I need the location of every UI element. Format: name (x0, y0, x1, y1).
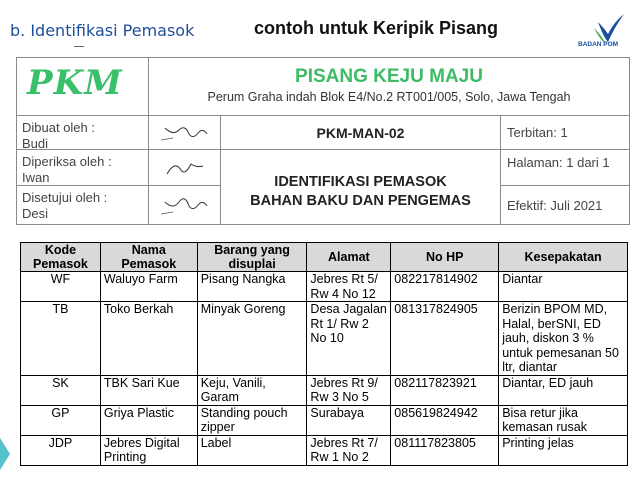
col-header-name: Nama Pemasok (100, 243, 197, 272)
cell-goods: Minyak Goreng (197, 302, 307, 376)
decorative-corner-icon (0, 418, 14, 478)
document-header (16, 57, 630, 225)
cell-address: Surabaya (307, 405, 391, 435)
cell-name: Griya Plastic (100, 405, 197, 435)
doc-title-line-1: IDENTIFIKASI PEMASOK (274, 174, 447, 190)
table-row (21, 375, 628, 405)
table-row (21, 272, 628, 302)
company-cell (149, 58, 629, 116)
cell-name: Jebres Digital Printing (100, 435, 197, 465)
col-header-address: Alamat (307, 243, 391, 272)
cell-phone: 082117823921 (391, 375, 499, 405)
cell-code: TB (21, 302, 101, 376)
cell-agreement: Diantar (499, 272, 628, 302)
signature-cell (149, 150, 221, 186)
supplier-table (20, 242, 628, 466)
signature-icon (149, 150, 221, 186)
cell-goods: Keju, Vanili, Garam (197, 375, 307, 405)
doc-title-cell (221, 150, 501, 224)
cell-name: TBK Sari Kue (100, 375, 197, 405)
cell-address: Jebres Rt 5/ Rw 4 No 12 (307, 272, 391, 302)
company-name: PISANG KEJU MAJU (295, 66, 483, 87)
cell-goods: Standing pouch zipper (197, 405, 307, 435)
cell-phone: 081317824905 (391, 302, 499, 376)
col-header-phone: No HP (391, 243, 499, 272)
made-by-label: Dibuat oleh : (22, 120, 95, 135)
cell-goods: Pisang Nangka (197, 272, 307, 302)
cell-agreement: Printing jelas (499, 435, 628, 465)
approved-by-label: Disetujui oleh : (22, 190, 108, 205)
table-header-row (21, 243, 628, 272)
cell-code: SK (21, 375, 101, 405)
effective-date: Efektif: Juli 2021 (507, 198, 603, 213)
edition: Terbitan: 1 (501, 116, 629, 150)
checked-by-name: Iwan (22, 170, 50, 185)
signature-icon (149, 186, 221, 224)
cell-code: JDP (21, 435, 101, 465)
pkm-logo-cell (17, 58, 149, 116)
page-info: Halaman: 1 dari 1 (501, 150, 629, 186)
made-by-cell (17, 116, 149, 150)
signature-cell (149, 116, 221, 150)
made-by-name: Budi (22, 136, 49, 151)
approved-by-cell (17, 186, 149, 224)
cell-code: GP (21, 405, 101, 435)
cell-address: Jebres Rt 9/ Rw 3 No 5 (307, 375, 391, 405)
cell-agreement: Diantar, ED jauh (499, 375, 628, 405)
col-header-agreement: Kesepakatan (499, 243, 628, 272)
badan-pom-logo-icon (580, 8, 630, 56)
approved-by-name: Desi (22, 206, 49, 221)
signature-icon (149, 116, 221, 150)
cell-goods: Label (197, 435, 307, 465)
cell-agreement: Berizin BPOM MD, Halal, berSNI, ED jauh, diskon 3 % untuk pemesanan 50 ltr, diantar (499, 302, 628, 376)
col-header-goods: Barang yang disuplai (197, 243, 307, 272)
cell-phone: 081117823805 (391, 435, 499, 465)
slide-subtitle: contoh untuk Keripik Pisang (254, 18, 499, 38)
table-row (21, 302, 628, 376)
cell-agreement: Bisa retur jika kemasan rusak (499, 405, 628, 435)
pkm-logo: PKM (27, 63, 123, 103)
checked-by-cell (17, 150, 149, 186)
cell-name: Toko Berkah (100, 302, 197, 376)
slide-title: b. Identifikasi Pemasok (10, 21, 195, 40)
divider (74, 46, 84, 47)
cell-phone: 082217814902 (391, 272, 499, 302)
checked-by-label: Diperiksa oleh : (22, 154, 112, 169)
doc-code: PKM-MAN-02 (221, 116, 501, 150)
cell-phone: 085619824942 (391, 405, 499, 435)
logo-caption: BADAN POM (578, 41, 619, 48)
table-row (21, 405, 628, 435)
col-header-code: Kode Pemasok (21, 243, 101, 272)
doc-title-line-2: BAHAN BAKU DAN PENGEMAS (250, 193, 471, 209)
cell-address: Desa Jagalan Rt 1/ Rw 2 No 10 (307, 302, 391, 376)
table-row (21, 435, 628, 465)
cell-address: Jebres Rt 7/ Rw 1 No 2 (307, 435, 391, 465)
cell-code: WF (21, 272, 101, 302)
company-address: Perum Graha indah Blok E4/No.2 RT001/005, Solo, Jawa Tengah (207, 90, 571, 104)
signature-cell (149, 186, 221, 224)
cell-name: Waluyo Farm (100, 272, 197, 302)
